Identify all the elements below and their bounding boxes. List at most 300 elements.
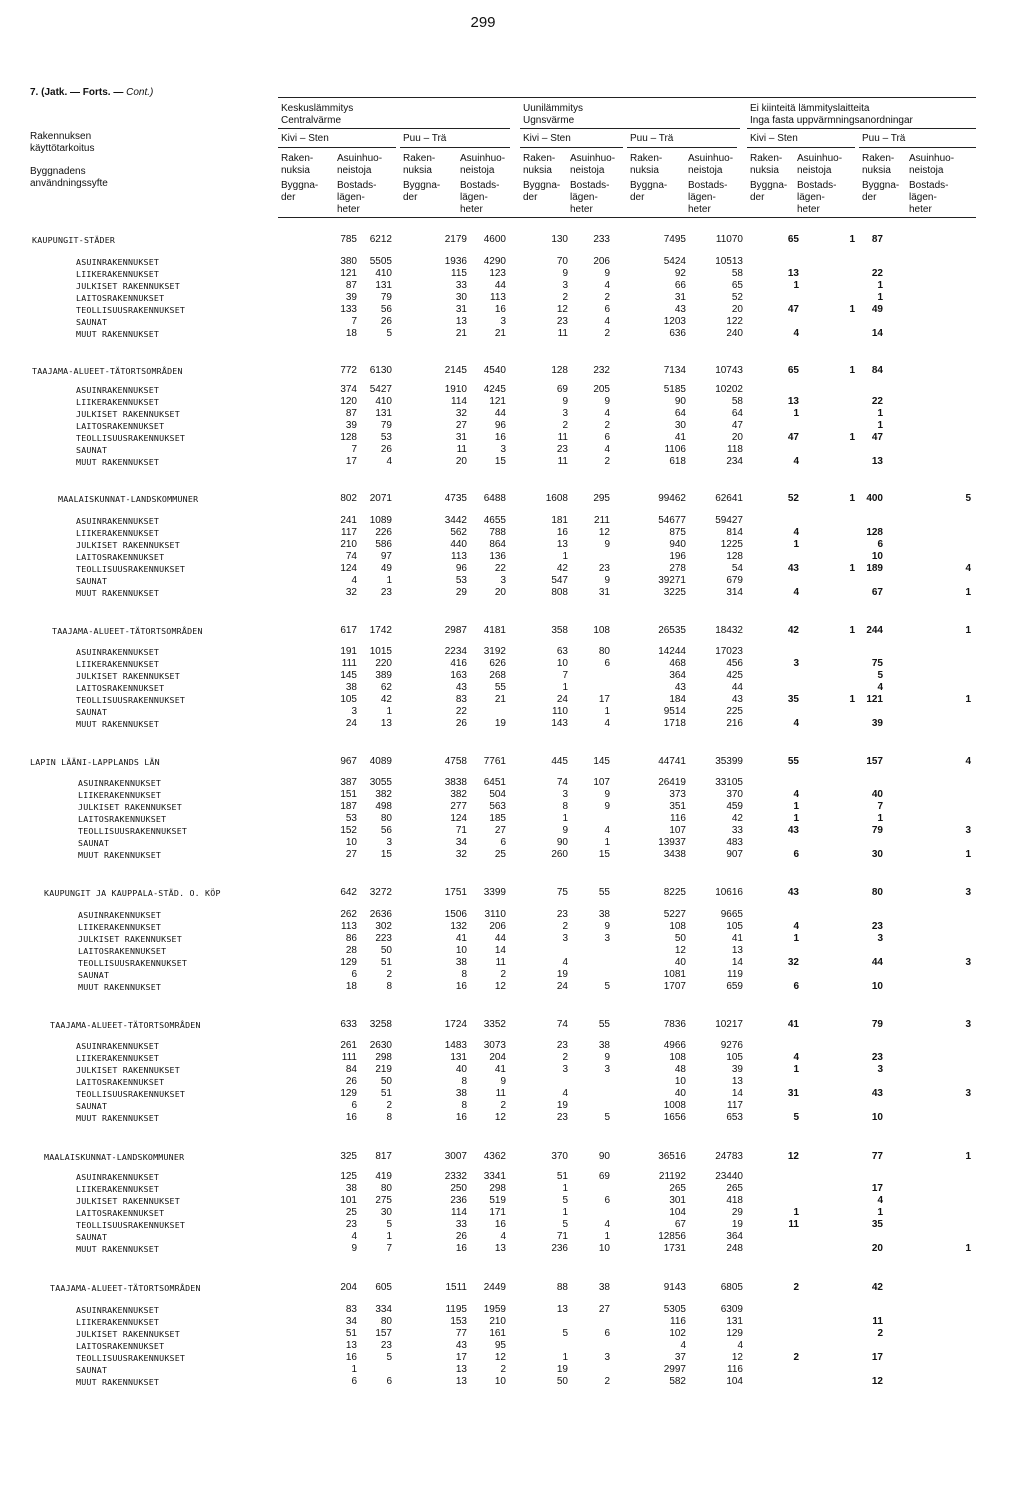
table-cell: 13 (455, 1364, 467, 1376)
table-cell: 277 (450, 801, 467, 813)
row-label: MUUT RAKENNUKSET (76, 1244, 160, 1255)
table-cell: 1 (562, 1352, 568, 1364)
header-bottom-rule (278, 217, 976, 218)
section-total-cell: 4600 (483, 234, 506, 245)
table-cell: 51 (380, 1088, 392, 1100)
column-header-dwellings: neistoja (688, 165, 723, 176)
table-cell: 26 (380, 444, 392, 456)
table-cell: 115 (451, 268, 467, 280)
section-total-cell: 1 (849, 234, 855, 245)
section-total-cell: 1 (849, 493, 855, 504)
table-cell: 6 (793, 849, 799, 861)
table-cell: 10 (494, 1376, 506, 1388)
section-total-cell: 400 (866, 493, 883, 504)
table-cell: 9 (562, 396, 568, 408)
table-cell: 425 (726, 670, 743, 682)
table-cell: 3 (500, 575, 506, 587)
row-label: ASUINRAKENNUKSET (78, 778, 162, 788)
table-cell: 1 (562, 813, 568, 825)
table-cell: 265 (726, 1183, 743, 1195)
table-cell: 8 (461, 1076, 467, 1088)
table-cell: 184 (669, 694, 686, 706)
table-cell: 3 (965, 825, 971, 837)
row-label: ASUINRAKENNUKSET (76, 1172, 160, 1182)
section-title: TAAJAMA-ALUEET-TÄTORTSOMRÅDEN (32, 366, 183, 376)
table-cell: 3192 (483, 646, 506, 657)
column-header-dwellings: heter (688, 204, 711, 215)
table-cell: 13 (871, 456, 883, 468)
table-cell: 459 (726, 801, 743, 813)
table-cell: 8 (386, 1112, 392, 1124)
table-cell: 59427 (715, 515, 743, 526)
table-cell: 416 (450, 658, 467, 670)
table-cell: 131 (375, 408, 392, 420)
row-label: JULKISET RAKENNUKSET (76, 1329, 180, 1340)
table-cell: 456 (726, 658, 743, 670)
table-cell: 220 (375, 658, 392, 670)
table-cell: 48 (674, 1064, 686, 1076)
table-cell: 468 (669, 658, 686, 670)
row-label: LAITOSRAKENNUKSET (78, 946, 167, 957)
table-cell: 211 (594, 515, 610, 526)
section-total-cell: 87 (871, 234, 883, 245)
table-cell: 47 (787, 432, 799, 444)
column-header-buildings: Byggna- (862, 180, 900, 191)
table-cell: 1008 (663, 1100, 686, 1112)
row-label: TEOLLISUUSRAKENNUKSET (78, 958, 188, 969)
table-cell: 1 (793, 813, 799, 825)
table-cell: 42 (380, 694, 392, 706)
table-cell: 5 (386, 1219, 392, 1231)
column-header-buildings: Byggna- (750, 180, 788, 191)
table-cell: 43 (731, 694, 743, 706)
table-cell: 9 (604, 268, 610, 280)
table-cell: 3 (500, 316, 506, 328)
table-cell: 101 (340, 1195, 357, 1207)
table-cell: 11 (788, 1219, 799, 1231)
table-cell: 32 (455, 408, 467, 420)
table-cell: 13 (556, 539, 568, 551)
section-total-cell: 42 (787, 625, 799, 636)
table-cell: 19 (556, 1100, 568, 1112)
row-label: JULKISET RAKENNUKSET (78, 802, 182, 813)
table-cell: 4290 (483, 256, 506, 267)
column-header-dwellings: lägen- (797, 192, 825, 203)
column-header-dwellings: Asuinhuo- (337, 153, 383, 164)
section-total-cell: 52 (787, 493, 799, 504)
table-cell: 21192 (658, 1171, 686, 1182)
table-cell: 90 (674, 396, 686, 408)
table-cell: 26 (380, 316, 392, 328)
table-cell: 225 (726, 706, 743, 718)
table-cell: 9514 (663, 706, 686, 718)
section-total-cell: 9143 (663, 1282, 686, 1293)
table-cell: 20 (731, 432, 743, 444)
section-total-cell: 1751 (444, 887, 467, 898)
table-cell: 4 (965, 563, 971, 575)
table-cell: 4 (793, 527, 799, 539)
section-total-cell: 4540 (483, 365, 506, 376)
column-header-buildings: Raken- (523, 153, 556, 164)
table-cell: 129 (340, 1088, 357, 1100)
row-label: TEOLLISUUSRAKENNUKSET (78, 826, 188, 837)
column-header-dwellings: neistoja (460, 165, 495, 176)
section-total-cell: 84 (871, 365, 883, 376)
section-total-cell: 36516 (658, 1151, 686, 1162)
table-cell: 27 (345, 849, 357, 861)
table-cell: 56 (380, 304, 392, 316)
table-cell: 51 (556, 1171, 568, 1182)
table-cell: 582 (669, 1376, 686, 1388)
row-label: JULKISET RAKENNUKSET (76, 1065, 180, 1076)
table-cell: 4 (351, 1231, 357, 1243)
row-label: SAUNAT (76, 707, 108, 718)
table-cell: 4 (793, 456, 799, 468)
row-label: ASUINRAKENNUKSET (78, 910, 162, 920)
table-cell: 26419 (658, 777, 686, 788)
table-cell: 3341 (483, 1171, 506, 1182)
table-cell: 104 (669, 1207, 686, 1219)
section-total-cell: 232 (593, 365, 610, 376)
row-label: LIIKERAKENNUKSET (76, 659, 160, 670)
table-cell: 206 (593, 256, 610, 267)
material-label: Kivi – Sten (750, 133, 798, 144)
section-total-cell: 2071 (369, 493, 392, 504)
section-total-cell: 1 (965, 625, 971, 636)
table-cell: 41 (731, 933, 743, 945)
table-cell: 12 (494, 1352, 506, 1364)
table-cell: 788 (489, 527, 506, 539)
table-cell: 171 (489, 1207, 506, 1219)
table-cell: 185 (489, 813, 506, 825)
table-cell: 10 (556, 658, 568, 670)
table-cell: 6 (877, 539, 883, 551)
table-cell: 864 (489, 539, 506, 551)
table-cell: 3055 (369, 777, 392, 788)
table-cell: 1 (849, 694, 855, 706)
section-total-cell: 1724 (444, 1019, 467, 1030)
table-cell: 102 (669, 1328, 686, 1340)
table-cell: 39 (345, 292, 357, 304)
table-cell: 124 (450, 813, 467, 825)
table-cell: 105 (726, 1052, 743, 1064)
row-label: LIIKERAKENNUKSET (76, 1317, 160, 1328)
table-cell: 4 (351, 575, 357, 587)
section-total-cell: 785 (340, 234, 357, 245)
table-cell: 374 (340, 384, 357, 395)
table-cell: 4 (793, 1052, 799, 1064)
table-cell: 9 (604, 801, 610, 813)
row-label: ASUINRAKENNUKSET (76, 516, 160, 526)
table-cell: 15 (598, 849, 610, 861)
table-cell: 125 (340, 1171, 357, 1182)
table-cell: 25 (345, 1207, 357, 1219)
table-cell: 23440 (715, 1171, 743, 1182)
table-cell: 105 (726, 921, 743, 933)
table-cell: 44 (494, 408, 506, 420)
table-cell: 6 (386, 1376, 392, 1388)
table-cell: 9 (604, 575, 610, 587)
section-total-cell: 3007 (444, 1151, 467, 1162)
table-cell: 38 (598, 1040, 610, 1051)
table-cell: 3838 (444, 777, 467, 788)
table-cell: 50 (556, 1376, 568, 1388)
table-cell: 44 (871, 957, 883, 969)
table-cell: 37 (674, 1352, 686, 1364)
table-cell: 1225 (720, 539, 743, 551)
table-cell: 205 (593, 384, 610, 395)
table-cell: 80 (380, 813, 392, 825)
table-cell: 4 (562, 1088, 568, 1100)
table-cell: 43 (674, 304, 686, 316)
column-header-buildings: Raken- (630, 153, 663, 164)
table-cell: 128 (340, 432, 357, 444)
table-cell: 14 (731, 957, 743, 969)
table-cell: 19 (731, 1219, 743, 1231)
row-label: SAUNAT (78, 970, 110, 981)
row-label: LIIKERAKENNUKSET (76, 397, 160, 408)
table-cell: 19 (556, 1364, 568, 1376)
table-cell: 74 (556, 777, 568, 788)
table-cell: 8 (386, 981, 392, 993)
column-header-buildings: Raken- (750, 153, 783, 164)
table-cell: 123 (489, 268, 506, 280)
section-total-cell: 1 (965, 1151, 971, 1162)
table-cell: 43 (787, 563, 799, 575)
table-cell: 4 (793, 328, 799, 340)
table-cell: 219 (375, 1064, 392, 1076)
section-total-cell: 4758 (444, 756, 467, 767)
table-cell: 21 (455, 328, 467, 340)
section-total-cell: 7836 (663, 1019, 686, 1030)
table-cell: 110 (552, 706, 568, 718)
table-cell: 181 (551, 515, 568, 526)
table-cell: 117 (341, 527, 357, 539)
table-cell: 11 (557, 456, 568, 468)
table-cell: 29 (731, 1207, 743, 1219)
table-cell: 34 (455, 837, 467, 849)
table-cell: 4 (877, 682, 883, 694)
column-header-dwellings: Asuinhuo- (909, 153, 955, 164)
section-total-cell: 605 (375, 1282, 392, 1293)
table-cell: 108 (669, 1052, 686, 1064)
section-total-cell: 74 (556, 1019, 568, 1030)
row-label: LAITOSRAKENNUKSET (76, 683, 165, 694)
table-cell: 2 (500, 1100, 506, 1112)
table-cell: 3 (562, 1064, 568, 1076)
table-cell: 4 (793, 921, 799, 933)
table-cell: 67 (674, 1219, 686, 1231)
table-cell: 4 (877, 1195, 883, 1207)
table-cell: 23 (556, 444, 568, 456)
table-cell: 116 (670, 813, 686, 825)
table-cell: 1 (849, 563, 855, 575)
table-cell: 5 (562, 1328, 568, 1340)
table-cell: 6 (793, 981, 799, 993)
section-total-cell: 35399 (715, 756, 743, 767)
table-cell: 4 (604, 408, 610, 420)
table-cell: 3 (562, 933, 568, 945)
table-cell: 498 (375, 801, 392, 813)
section-total-cell: 3399 (483, 887, 506, 898)
table-cell: 10202 (715, 384, 743, 395)
table-cell: 13 (556, 1304, 568, 1315)
column-header-dwellings: neistoja (797, 165, 832, 176)
heating-group-label: Centralvärme (281, 115, 342, 126)
section-title: MAALAISKUNNAT-LANDSKOMMUNER (44, 1152, 185, 1162)
table-cell: 8 (461, 969, 467, 981)
column-header-dwellings: Bostads- (909, 180, 949, 191)
table-cell: 41 (455, 933, 467, 945)
row-label: MUUT RAKENNUKSET (78, 982, 162, 993)
table-cell: 419 (375, 1171, 392, 1182)
table-cell: 2 (562, 921, 568, 933)
table-cell: 1 (793, 539, 799, 551)
table-cell: 191 (340, 646, 357, 657)
table-cell: 410 (375, 268, 392, 280)
table-cell: 261 (340, 1040, 357, 1051)
section-total-cell: 77 (871, 1151, 883, 1162)
table-cell: 33105 (715, 777, 743, 788)
section-total-cell: 4735 (444, 493, 467, 504)
material-label: Kivi – Sten (281, 133, 329, 144)
table-cell: 25 (494, 849, 506, 861)
row-label: TEOLLISUUSRAKENNUKSET (76, 433, 186, 444)
table-cell: 12 (494, 981, 506, 993)
table-cell: 9 (562, 268, 568, 280)
table-cell: 370 (726, 789, 743, 801)
heating-group-label: Uunilämmitys (523, 103, 584, 114)
table-cell: 124 (340, 563, 357, 575)
table-cell: 1 (965, 587, 971, 599)
table-cell: 12 (871, 1376, 883, 1388)
table-cell: 13937 (658, 837, 686, 849)
table-cell: 80 (598, 646, 610, 657)
section-total-cell: 370 (551, 1151, 568, 1162)
table-cell: 5424 (663, 256, 686, 267)
column-header-buildings: der (862, 192, 877, 203)
table-cell: 260 (551, 849, 568, 861)
section-total-cell: 108 (593, 625, 610, 636)
table-cell: 4 (386, 456, 392, 468)
table-cell: 1 (877, 420, 883, 432)
row-label: MUUT RAKENNUKSET (78, 850, 162, 861)
section-total-cell: 802 (340, 493, 357, 504)
table-cell: 16 (345, 1112, 357, 1124)
table-cell: 9 (604, 539, 610, 551)
row-label: ASUINRAKENNUKSET (76, 1041, 160, 1051)
table-cell: 131 (450, 1052, 467, 1064)
table-cell: 547 (551, 575, 568, 587)
table-cell: 34 (345, 1316, 357, 1328)
table-cell: 4 (604, 444, 610, 456)
table-cell: 1 (877, 1207, 883, 1219)
material-rule (400, 147, 510, 148)
table-cell: 38 (598, 909, 610, 920)
column-header-dwellings: Bostads- (570, 180, 610, 191)
section-total-cell: 18432 (715, 625, 743, 636)
column-header-buildings: der (523, 192, 538, 203)
table-cell: 236 (551, 1243, 568, 1255)
table-cell: 1 (877, 280, 883, 292)
section-total-cell: 7761 (483, 756, 506, 767)
table-cell: 33 (731, 825, 743, 837)
section-total-cell: 65 (787, 234, 799, 245)
table-cell: 636 (669, 328, 686, 340)
table-cell: 29 (455, 587, 467, 599)
table-cell: 23 (598, 563, 610, 575)
row-label: JULKISET RAKENNUKSET (76, 1196, 180, 1207)
table-cell: 1959 (483, 1304, 506, 1315)
table-cell: 3 (604, 1064, 610, 1076)
row-label: ASUINRAKENNUKSET (76, 1305, 160, 1315)
table-cell: 58 (731, 396, 743, 408)
table-cell: 2 (386, 1100, 392, 1112)
table-cell: 4 (737, 1340, 743, 1352)
table-cell: 2 (877, 1328, 883, 1340)
heating-group-label: Keskuslämmitys (281, 103, 354, 114)
table-cell: 241 (340, 515, 357, 526)
table-cell: 143 (551, 718, 568, 730)
section-total-cell: 1608 (545, 493, 568, 504)
table-cell: 1 (793, 1064, 799, 1076)
table-cell: 2 (386, 969, 392, 981)
row-label: MUUT RAKENNUKSET (76, 1113, 160, 1124)
table-cell: 22 (871, 268, 883, 280)
table-cell: 4 (793, 718, 799, 730)
table-cell: 2332 (444, 1171, 467, 1182)
table-cell: 1731 (663, 1243, 686, 1255)
table-cell: 808 (551, 587, 568, 599)
table-cell: 120 (340, 396, 357, 408)
table-cell: 11 (557, 432, 568, 444)
table-cell: 26 (455, 718, 467, 730)
table-cell: 210 (489, 1316, 506, 1328)
table-cell: 5427 (369, 384, 392, 395)
section-total-cell: 204 (340, 1282, 357, 1293)
table-cell: 51 (345, 1328, 357, 1340)
table-cell: 4 (680, 1340, 686, 1352)
table-cell: 351 (669, 801, 686, 813)
column-header-dwellings: Bostads- (337, 180, 377, 191)
table-cell: 19 (494, 718, 506, 730)
table-cell: 2234 (444, 646, 467, 657)
section-total-cell: 42 (871, 1282, 883, 1293)
table-cell: 618 (669, 456, 686, 468)
column-header-dwellings: neistoja (570, 165, 605, 176)
table-cell: 223 (375, 933, 392, 945)
table-cell: 5185 (663, 384, 686, 395)
table-cell: 1 (965, 849, 971, 861)
column-header-dwellings: heter (797, 204, 820, 215)
table-cell: 128 (726, 551, 743, 563)
section-total-cell: 2987 (444, 625, 467, 636)
table-cell: 55 (494, 682, 506, 694)
table-cell: 161 (489, 1328, 506, 1340)
table-cell: 12 (731, 1352, 743, 1364)
material-rule (520, 147, 623, 148)
table-cell: 18 (345, 981, 357, 993)
table-cell: 1081 (663, 969, 686, 981)
table-cell: 4 (604, 825, 610, 837)
row-label: LAITOSRAKENNUKSET (76, 552, 165, 563)
table-cell: 2 (562, 420, 568, 432)
table-cell: 17 (345, 456, 357, 468)
table-cell: 40 (871, 789, 883, 801)
row-label: LAITOSRAKENNUKSET (78, 814, 167, 825)
table-cell: 66 (674, 280, 686, 292)
table-cell: 38 (455, 1088, 467, 1100)
